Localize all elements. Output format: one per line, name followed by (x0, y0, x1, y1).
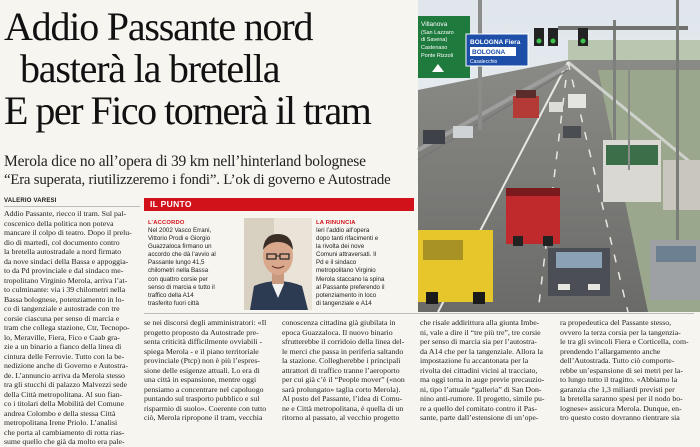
col4-line: rivolta dei cittadini vicini al tracciato, (420, 365, 538, 375)
col2-line: pensiamo a concentrare nel capoluogo (144, 384, 264, 394)
rinuncia-line: al Passante preferendo il (316, 283, 385, 291)
sign-center-text-2: BOLOGNA (472, 49, 506, 56)
truck-red-far (513, 96, 539, 118)
col2-line: risparmio di suolo». Coerente con tutto (144, 403, 267, 413)
col5-line: ra propedeutica del Passante stesso, (560, 318, 672, 327)
col1-line: to da Pd provinciale e dal sindaco me- (4, 266, 124, 275)
col1-line: co di tangenziale e autostrade con tre (4, 304, 120, 313)
col1-line: coscenico della politica non poteva (4, 218, 114, 228)
headline-line-1: Addio Passante nord (4, 4, 313, 49)
accordo-line: Vittorio Prodi e Giorgio (148, 235, 211, 243)
col4-line: da A14 che per la tangenziale. Allora la (420, 346, 543, 356)
accordo-box (148, 220, 242, 308)
col4-line: che risale addirittura alla giunta Imbe- (420, 318, 540, 327)
col1-line: tram che collega stazione, Ctr, Tecnopo- (4, 323, 130, 332)
rinuncia-line: metropolitano Virginio (316, 267, 376, 275)
col1-line: zie a un binario a fianco della linea di (4, 342, 122, 351)
col3-line: epoca Guazzaloca. Il nuovo binario (282, 327, 393, 337)
sign-left-text-2: (San Lazzaro (421, 30, 454, 36)
col1-line: la bretella autostradale a nord firmato (4, 247, 122, 256)
article-column-2 (144, 318, 276, 436)
sign-left-text-4: Castenaso (421, 45, 448, 51)
rinuncia-line: di tangenziale e A14 (316, 299, 372, 307)
accordo-line: senso di marcia e tutto il (148, 283, 215, 291)
col5-line: to lungo tutto il tragitto. «Abbiamo la (560, 375, 678, 384)
col3-line: per cui già c’è il “People mover” («non (282, 375, 405, 384)
byline-rule (4, 206, 140, 207)
article-column-1 (4, 209, 140, 446)
rinuncia-line: Merola staccano la spina (316, 275, 385, 283)
headline (4, 6, 414, 132)
col4-line: sante, parte dall’estensione di un’ope- (420, 413, 539, 422)
col2-line: una città in espansione, mentre oggi (144, 375, 257, 384)
article-column-5 (560, 318, 696, 436)
highway-photo (418, 0, 700, 312)
col4-line: ni, vale a dire il “tre più tre”, tre corsie (420, 327, 541, 337)
col4-line: ni, tipo l’attuale “galleria” di San Don- (420, 384, 542, 394)
truck-red (506, 188, 560, 244)
col1-line: da nove sindaci della Bassa e appoggia- (4, 256, 129, 266)
accordo-title: L’ACCORDO (148, 220, 185, 226)
col1-line: cintura delle Ferrovie. Tutto con la be- (4, 351, 125, 361)
col4-line: per senso di marcia sia per l’autostra- (420, 337, 537, 346)
col4-line: ma oggi torna in auge previe precauzio- (420, 375, 545, 384)
rinuncia-title: LA RINUNCIA (316, 220, 356, 226)
col2-line: senta criticità difficilmente ovviabili - (144, 337, 263, 346)
col1-line: che porta al cambiamento di rotta rias- (4, 427, 125, 437)
col1-line: Addio Passante, riecco il tram. Sul pal- (4, 209, 127, 218)
col4-line: nino anti-rumore. Il progetto, simile pu- (420, 394, 545, 403)
col3-line: conoscenza cittadina già giubilata in (282, 318, 396, 327)
col2-line: sione delle esigenze attuali. Lo era di (144, 365, 260, 375)
rinuncia-line: Pd e il sindaco (316, 259, 357, 267)
col3-line: ne e Città metropolitana, è quella di un (282, 403, 404, 413)
col2-line: ciò, Merola ripropone il tram, vecchia (144, 413, 263, 422)
accordo-line: Guazzaloca firmano un (148, 243, 212, 251)
col5-line: dell’Autostrada. Tutto ciò comporte- (560, 356, 675, 365)
rinuncia-line: Comuni attraversati. Il (316, 251, 377, 259)
col3-line: le merci che passa in periferia saltando (282, 346, 404, 356)
col1-line: tra gli stucchi di palazzo Malvezzi sede (4, 380, 127, 389)
rinuncia-line: potenziamento in loco (316, 291, 377, 299)
col1-line: de. L’annuncio arriva da Merola stesso (4, 370, 125, 380)
col1-line: dio di martedì, col documento contro (4, 237, 120, 247)
col5-line: lognese» assicura Merola. Dunque, en- (560, 403, 682, 413)
col5-line: prendendo l’allargamento anche (560, 346, 661, 356)
col1-line: corsie ciascuna per senso di marcia e (4, 313, 120, 323)
col2-line: puntando sul trasporto pubblico e sul (144, 394, 260, 403)
accordo-line: con quattro corsie per (148, 275, 208, 283)
accordo-line: traffico della A14 (148, 291, 194, 299)
col5-line: le tra gli svincoli Fiera e Corticella, com- (560, 337, 689, 346)
col2-line: progetto proposto da Autostrade pre- (144, 327, 259, 337)
col5-line: garanzia che 1,3 miliardi previsti per (560, 384, 675, 394)
col3-line: la stazione. Collegherebbe i principali (282, 356, 401, 365)
rinuncia-line: Ieri l’addio all’opera (316, 227, 370, 234)
il-punto-label: IL PUNTO (150, 199, 192, 209)
col5-line: rebbe un’espansione di sei metri per la- (560, 365, 683, 375)
col1-line: metropolitana Irene Priolo. L’analisi (4, 418, 118, 427)
standfirst-line-2: “Era superata, riutilizzeremo i fondi”. L’ok di governo e Autostrade (4, 172, 391, 188)
rinuncia-box (316, 220, 412, 308)
col1-line: tropolitano Virginio Merola, arriva l’at- (4, 275, 128, 285)
accordo-line: trasferito fuori città (148, 299, 199, 307)
sign-left-text-1: Villanova (421, 21, 448, 28)
accordo-line: Nel 2002 Vasco Errani, (148, 227, 212, 234)
col3-line: sarà prolungato» taglia corto Merola). (282, 384, 401, 394)
col2-line: se nei discorsi degli amministratori: «Il (144, 318, 267, 327)
article-column-4 (420, 318, 556, 436)
article-column-3 (282, 318, 414, 436)
sign-center-text-1: BOLOGNA Fiera (470, 39, 521, 46)
sign-center-text-3: Casalecchio (470, 59, 498, 65)
col3-line: attrattori di traffico tranne l’aeroporto (282, 365, 400, 375)
accordo-line: accordo che dà l’avvio al (148, 251, 216, 259)
byline: VALERIO VARESI (4, 198, 57, 204)
sign-left-text-3: di Savena) (421, 37, 448, 43)
col5-line: la bretella saranno spesi per il nodo bo- (560, 394, 683, 403)
standfirst-line-1: Merola dice no all’opera di 39 km nell’hinterland bolognese (4, 153, 366, 170)
merola-portrait (244, 218, 312, 310)
accordo-line: Passante lungo 41,5 (148, 259, 205, 267)
highway-photo-svg (418, 0, 700, 312)
accordo-line: chilometri nella Bassa (148, 267, 209, 275)
rinuncia-body (316, 227, 412, 308)
col1-line: Bassa bolognese, potenziamento in lo- (4, 294, 125, 304)
rinuncia-line: dopo tanti rifacimenti e (316, 235, 379, 243)
col1-line: della Città metropolitana. Al suo fian- (4, 389, 123, 399)
sign-left-text-5: Ponte Rizzoli (421, 53, 454, 59)
col3-line: sfrutterebbe il corridoio della linea del- (282, 337, 405, 346)
headline-line-3: E per Fico tornerà il tram (4, 88, 371, 133)
col1-line: andrea Colombo e della stessa Città (4, 408, 116, 418)
accordo-body (148, 227, 242, 308)
col5-line: ovvero la terza corsia per la tangenzia- (560, 327, 681, 337)
il-punto-tag (144, 198, 414, 211)
col1-line: to culminante: via i 39 chilometri nella (4, 285, 126, 294)
col4-line: impostazione fu accantonata per la (420, 356, 529, 365)
headline-line-2: basterà la bretella (20, 46, 280, 91)
punto-bottom-rule (144, 313, 694, 314)
col3-line: ritorno al passato, al vecchio progetto (282, 413, 400, 422)
col4-line: re a quello del comitato contro il Pas- (420, 403, 538, 413)
col2-line: spiega Merola - e il piano territoriale (144, 346, 259, 356)
col2-line: provinciale (Ptcp) non è più l’espres- (144, 356, 260, 365)
col1-line: co i titolari della Mobilità del Comune (4, 399, 124, 408)
portrait-svg (244, 218, 312, 310)
col1-line: mancare il colpo di teatro. Dopo il prelu- (4, 228, 132, 237)
standfirst (4, 152, 414, 190)
rinuncia-line: la rivolta dei nove (316, 243, 365, 251)
il-punto-box (144, 198, 414, 310)
col1-line: sume quello che già da molto era pale- (4, 437, 125, 446)
col1-line: nedizione anche di Governo e Autostra- (4, 361, 129, 370)
col5-line: tro questo costo dovranno rientrare sia (560, 413, 680, 422)
col1-line: lo, Meraville, Fiera, Fico e Caab gra- (4, 332, 120, 342)
col3-line: Al posto del Passante, l’idea di Comu- (282, 394, 403, 403)
